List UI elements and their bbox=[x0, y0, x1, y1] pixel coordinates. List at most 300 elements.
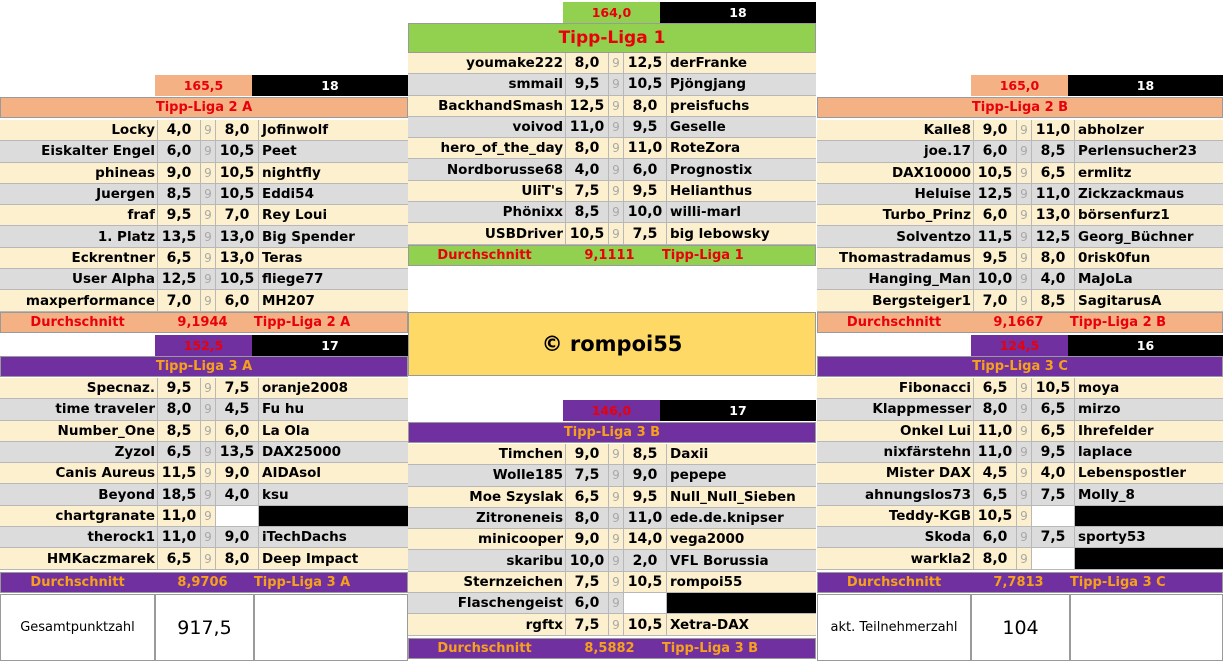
tl3b-average-label: Durchschnitt bbox=[437, 641, 532, 656]
tl3a-average-row bbox=[0, 572, 408, 593]
home-score: 8,0 bbox=[566, 53, 609, 73]
matchday: 9 bbox=[1017, 120, 1032, 140]
matchday: 9 bbox=[1017, 548, 1032, 568]
matchday: 9 bbox=[609, 223, 624, 243]
tl2b-average-value: 9,1667 bbox=[993, 315, 1044, 330]
away-player: preisfuchs bbox=[670, 97, 750, 114]
away-score: 13,0 bbox=[216, 248, 259, 268]
tl3b-average-league: Tipp-Liga 3 B bbox=[661, 641, 759, 656]
away-player: ede.de.knipser bbox=[670, 510, 784, 527]
away-player: RoteZora bbox=[670, 140, 741, 157]
matchday: 9 bbox=[1017, 378, 1032, 398]
away-player: Perlensucher23 bbox=[1078, 143, 1197, 160]
home-player: warkla2 bbox=[817, 548, 974, 568]
home-player: Mister DAX bbox=[817, 463, 974, 483]
home-player: Kalle8 bbox=[817, 120, 974, 140]
home-player: BackhandSmash bbox=[408, 96, 566, 116]
matchday: 9 bbox=[201, 442, 216, 462]
away-player: Teras bbox=[262, 249, 303, 266]
home-player: minicooper bbox=[408, 529, 566, 549]
away-player: fliege77 bbox=[262, 271, 324, 288]
tl3a-average-league: Tipp-Liga 3 A bbox=[253, 575, 351, 590]
tl3a-score-bar bbox=[155, 335, 408, 356]
away-score: 7,5 bbox=[624, 223, 667, 243]
away-player: DAX25000 bbox=[262, 444, 342, 461]
match-row bbox=[817, 184, 1223, 205]
away-score: 7,5 bbox=[1032, 527, 1075, 547]
match-row bbox=[408, 223, 816, 244]
away-player: börsenfurz1 bbox=[1078, 207, 1170, 224]
away-player: Xetra-DAX bbox=[670, 616, 750, 633]
match-row bbox=[817, 399, 1223, 420]
matchday: 9 bbox=[201, 506, 216, 526]
away-player: mirzo bbox=[1078, 401, 1121, 418]
match-row bbox=[817, 463, 1223, 484]
away-score: 9,5 bbox=[1032, 442, 1075, 462]
home-score: 4,0 bbox=[158, 120, 201, 140]
matchday: 9 bbox=[201, 290, 216, 310]
away-player: MaJoLa bbox=[1078, 271, 1133, 288]
matchday: 9 bbox=[201, 527, 216, 547]
matchday: 9 bbox=[609, 550, 624, 570]
home-score: 6,0 bbox=[158, 141, 201, 161]
home-score: 11,0 bbox=[158, 527, 201, 547]
away-player: Fu hu bbox=[262, 401, 305, 418]
home-score: 7,5 bbox=[566, 181, 609, 201]
match-row bbox=[0, 378, 408, 399]
away-player: Eddi54 bbox=[262, 186, 314, 203]
home-player: Bergsteiger1 bbox=[817, 290, 974, 310]
tl3c-average-row bbox=[817, 572, 1223, 593]
away-player: ksu bbox=[262, 486, 289, 503]
match-row bbox=[817, 163, 1223, 184]
away-score: 9,0 bbox=[216, 463, 259, 483]
tl2b-average-league: Tipp-Liga 2 B bbox=[1069, 315, 1167, 330]
match-row bbox=[817, 378, 1223, 399]
tl2a-average-value: 9,1944 bbox=[177, 315, 228, 330]
home-score: 8,0 bbox=[974, 548, 1017, 568]
tl3b-count: 17 bbox=[660, 400, 816, 421]
match-row bbox=[408, 465, 816, 486]
home-player: HMKaczmarek bbox=[0, 548, 158, 568]
home-player: chartgranate bbox=[0, 506, 158, 526]
match-row bbox=[0, 163, 408, 184]
away-score bbox=[1032, 506, 1075, 526]
match-row bbox=[408, 202, 816, 223]
away-score: 13,5 bbox=[216, 442, 259, 462]
matchday: 9 bbox=[609, 159, 624, 179]
matchday: 9 bbox=[201, 463, 216, 483]
match-row bbox=[0, 141, 408, 162]
home-score: 11,0 bbox=[566, 117, 609, 137]
tl1-score: 164,0 bbox=[563, 2, 660, 23]
match-row bbox=[408, 614, 816, 635]
away-score: 10,5 bbox=[216, 184, 259, 204]
home-player: 1. Platz bbox=[0, 226, 158, 246]
away-player bbox=[667, 593, 816, 613]
matchday: 9 bbox=[201, 120, 216, 140]
matchday: 9 bbox=[609, 202, 624, 222]
away-score: 9,0 bbox=[216, 527, 259, 547]
matchday: 9 bbox=[201, 184, 216, 204]
tl1-average-league: Tipp-Liga 1 bbox=[661, 248, 744, 263]
away-player: Daxii bbox=[670, 446, 709, 463]
footer-empty-cell bbox=[254, 594, 408, 661]
away-player: VFL Borussia bbox=[670, 552, 769, 569]
away-player: AIDAsol bbox=[262, 465, 322, 482]
matchday: 9 bbox=[201, 548, 216, 568]
away-player: 0risk0fun bbox=[1078, 249, 1151, 266]
home-player: Canis Aureus bbox=[0, 463, 158, 483]
tl3c-count: 16 bbox=[1068, 335, 1223, 356]
tl3b-title: Tipp-Liga 3 B bbox=[408, 422, 816, 443]
away-player: Deep Impact bbox=[262, 550, 359, 567]
away-score: 13,0 bbox=[216, 226, 259, 246]
tl1-title: Tipp-Liga 1 bbox=[408, 23, 816, 53]
away-player: Jofinwolf bbox=[262, 122, 329, 139]
tl3b-table bbox=[408, 444, 816, 636]
tl2a-score-bar bbox=[155, 75, 408, 96]
home-score: 4,5 bbox=[974, 463, 1017, 483]
away-score: 8,0 bbox=[1032, 248, 1075, 268]
matchday: 9 bbox=[1017, 421, 1032, 441]
away-score: 8,0 bbox=[216, 120, 259, 140]
matchday: 9 bbox=[201, 141, 216, 161]
away-score: 6,0 bbox=[216, 421, 259, 441]
total-value: 917,5 bbox=[155, 594, 254, 661]
match-row bbox=[817, 120, 1223, 141]
away-player: sporty53 bbox=[1078, 529, 1146, 546]
away-player: Lebenspostler bbox=[1078, 465, 1187, 482]
tl3a-title: Tipp-Liga 3 A bbox=[0, 356, 408, 377]
away-score: 11,0 bbox=[624, 508, 667, 528]
home-player: Thomastradamus bbox=[817, 248, 974, 268]
away-score: 6,5 bbox=[1032, 421, 1075, 441]
home-score: 6,5 bbox=[566, 487, 609, 507]
home-score: 9,0 bbox=[566, 529, 609, 549]
matchday: 9 bbox=[201, 205, 216, 225]
tl3c-score-bar bbox=[971, 335, 1223, 356]
matchday: 9 bbox=[201, 269, 216, 289]
match-row bbox=[0, 120, 408, 141]
home-score: 11,0 bbox=[158, 506, 201, 526]
matchday: 9 bbox=[609, 593, 624, 613]
match-row bbox=[0, 442, 408, 463]
tl1-score-bar bbox=[563, 2, 816, 23]
copyright-box bbox=[408, 312, 816, 376]
home-score: 7,5 bbox=[566, 465, 609, 485]
footer-empty-cell-right bbox=[1070, 594, 1223, 661]
home-player: time traveler bbox=[0, 399, 158, 419]
match-row bbox=[0, 290, 408, 311]
home-player: fraf bbox=[0, 205, 158, 225]
match-row bbox=[0, 226, 408, 247]
home-score: 13,5 bbox=[158, 226, 201, 246]
away-score: 4,5 bbox=[216, 399, 259, 419]
home-score: 6,0 bbox=[974, 527, 1017, 547]
matchday: 9 bbox=[1017, 141, 1032, 161]
tl3a-average-value: 8,9706 bbox=[177, 575, 228, 590]
away-score: 8,5 bbox=[1032, 290, 1075, 310]
away-player: La Ola bbox=[262, 422, 310, 439]
tl2a-average-label: Durchschnitt bbox=[30, 315, 125, 330]
match-row bbox=[0, 184, 408, 205]
home-player: Flaschengeist bbox=[408, 593, 566, 613]
matchday: 9 bbox=[609, 529, 624, 549]
match-row bbox=[408, 550, 816, 571]
away-score: 10,5 bbox=[1032, 378, 1075, 398]
home-score: 8,0 bbox=[158, 399, 201, 419]
away-score: 11,0 bbox=[624, 138, 667, 158]
match-row bbox=[817, 527, 1223, 548]
tl2b-count: 18 bbox=[1068, 75, 1223, 96]
matchday: 9 bbox=[609, 74, 624, 94]
matchday: 9 bbox=[201, 378, 216, 398]
home-score: 7,0 bbox=[158, 290, 201, 310]
away-player: rompoi55 bbox=[670, 573, 743, 590]
home-player: Locky bbox=[0, 120, 158, 140]
away-player: Ihrefelder bbox=[1078, 422, 1154, 439]
match-row bbox=[408, 74, 816, 95]
home-score: 10,5 bbox=[974, 506, 1017, 526]
home-score: 7,0 bbox=[974, 290, 1017, 310]
away-player: Georg_Büchner bbox=[1078, 228, 1194, 245]
home-player: Onkel Lui bbox=[817, 421, 974, 441]
home-score: 6,5 bbox=[974, 378, 1017, 398]
home-score: 4,0 bbox=[566, 159, 609, 179]
away-score: 10,5 bbox=[216, 141, 259, 161]
tl3b-score: 146,0 bbox=[563, 400, 660, 421]
home-score: 9,0 bbox=[158, 163, 201, 183]
tl2a-title: Tipp-Liga 2 A bbox=[0, 97, 408, 118]
match-row bbox=[0, 527, 408, 548]
home-score: 6,5 bbox=[158, 248, 201, 268]
tl3c-average-label: Durchschnitt bbox=[846, 575, 942, 590]
match-row bbox=[817, 226, 1223, 247]
matchday: 9 bbox=[1017, 463, 1032, 483]
tl3a-average-label: Durchschnitt bbox=[30, 575, 125, 590]
matchday: 9 bbox=[609, 444, 624, 464]
tl3a-count: 17 bbox=[252, 335, 408, 356]
home-score: 6,0 bbox=[974, 205, 1017, 225]
home-player: nixfärstehn bbox=[817, 442, 974, 462]
home-player: DAX10000 bbox=[817, 163, 974, 183]
away-player: Prognostix bbox=[670, 161, 753, 178]
home-player: Beyond bbox=[0, 484, 158, 504]
home-player: USBDriver bbox=[408, 223, 566, 243]
tl2a-average-row bbox=[0, 312, 408, 333]
away-player: Pjöngjang bbox=[670, 76, 747, 93]
matchday: 9 bbox=[609, 614, 624, 634]
matchday: 9 bbox=[1017, 184, 1032, 204]
away-score: 10,5 bbox=[624, 74, 667, 94]
away-score: 9,5 bbox=[624, 487, 667, 507]
away-score: 10,5 bbox=[624, 572, 667, 592]
matchday: 9 bbox=[609, 487, 624, 507]
away-player: Null_Null_Sieben bbox=[670, 488, 796, 505]
tl2a-average-league: Tipp-Liga 2 A bbox=[253, 315, 351, 330]
tl2b-average-label: Durchschnitt bbox=[846, 315, 942, 330]
tl1-average-row bbox=[408, 245, 816, 266]
away-score bbox=[216, 506, 259, 526]
away-player: ermlitz bbox=[1078, 164, 1132, 181]
match-row bbox=[408, 529, 816, 550]
home-score: 8,5 bbox=[158, 421, 201, 441]
home-score: 12,5 bbox=[158, 269, 201, 289]
away-score: 14,0 bbox=[624, 529, 667, 549]
match-row bbox=[408, 138, 816, 159]
home-score: 12,5 bbox=[974, 184, 1017, 204]
home-player: ahnungslos73 bbox=[817, 484, 974, 504]
away-score: 4,0 bbox=[1032, 269, 1075, 289]
match-row bbox=[0, 484, 408, 505]
matchday: 9 bbox=[201, 226, 216, 246]
match-row bbox=[0, 463, 408, 484]
home-player: Eiskalter Engel bbox=[0, 141, 158, 161]
match-row bbox=[408, 96, 816, 117]
match-row bbox=[0, 399, 408, 420]
home-player: Zitroneneis bbox=[408, 508, 566, 528]
home-player: Klappmesser bbox=[817, 399, 974, 419]
home-score: 10,0 bbox=[974, 269, 1017, 289]
matchday: 9 bbox=[609, 96, 624, 116]
home-player: smmail bbox=[408, 74, 566, 94]
tl3b-average-value: 8,5882 bbox=[584, 641, 635, 656]
away-player: laplace bbox=[1078, 444, 1133, 461]
matchday: 9 bbox=[1017, 163, 1032, 183]
home-score: 10,0 bbox=[566, 550, 609, 570]
home-player: phineas bbox=[0, 163, 158, 183]
match-row bbox=[408, 593, 816, 614]
home-score: 9,5 bbox=[974, 248, 1017, 268]
away-player: Big Spender bbox=[262, 228, 355, 245]
home-player: UliT's bbox=[408, 181, 566, 201]
away-score: 2,0 bbox=[624, 550, 667, 570]
away-player: nightfly bbox=[262, 164, 321, 181]
match-row bbox=[0, 248, 408, 269]
away-player: SagitarusA bbox=[1078, 292, 1162, 309]
home-score: 11,5 bbox=[974, 226, 1017, 246]
tl3c-score: 124,5 bbox=[971, 335, 1068, 356]
home-score: 11,0 bbox=[974, 421, 1017, 441]
match-row bbox=[408, 117, 816, 138]
tl2b-score-bar bbox=[971, 75, 1223, 96]
matchday: 9 bbox=[609, 508, 624, 528]
away-player: pepepe bbox=[670, 467, 727, 484]
match-row bbox=[817, 248, 1223, 269]
matchday: 9 bbox=[1017, 399, 1032, 419]
away-player: big lebowsky bbox=[670, 225, 770, 242]
away-score: 9,5 bbox=[624, 117, 667, 137]
home-score: 8,0 bbox=[974, 399, 1017, 419]
matchday: 9 bbox=[609, 572, 624, 592]
away-player: iTechDachs bbox=[262, 529, 347, 546]
tl2a-count: 18 bbox=[252, 75, 408, 96]
matchday: 9 bbox=[609, 181, 624, 201]
tl2a-score: 165,5 bbox=[155, 75, 252, 96]
home-player: maxperformance bbox=[0, 290, 158, 310]
away-score: 8,5 bbox=[624, 444, 667, 464]
matchday: 9 bbox=[1017, 290, 1032, 310]
match-row bbox=[408, 508, 816, 529]
total-label: Gesamtpunktzahl bbox=[0, 594, 155, 661]
matchday: 9 bbox=[609, 138, 624, 158]
match-row bbox=[0, 269, 408, 290]
tl3c-table bbox=[817, 378, 1223, 570]
home-score: 8,5 bbox=[566, 202, 609, 222]
match-row bbox=[817, 484, 1223, 505]
matchday: 9 bbox=[609, 117, 624, 137]
home-score: 9,5 bbox=[158, 378, 201, 398]
tl3c-average-league: Tipp-Liga 3 C bbox=[1069, 575, 1166, 590]
home-player: Phönixx bbox=[408, 202, 566, 222]
away-player: willi-marl bbox=[670, 204, 742, 221]
home-score: 11,0 bbox=[974, 442, 1017, 462]
away-score: 6,0 bbox=[216, 290, 259, 310]
home-player: Specnaz. bbox=[0, 378, 158, 398]
home-score: 10,5 bbox=[566, 223, 609, 243]
home-player: youmake222 bbox=[408, 53, 566, 73]
home-score: 8,5 bbox=[158, 184, 201, 204]
match-row bbox=[408, 572, 816, 593]
match-row bbox=[0, 506, 408, 527]
away-player: Zickzackmaus bbox=[1078, 186, 1185, 203]
home-score: 7,5 bbox=[566, 614, 609, 634]
away-score: 6,0 bbox=[624, 159, 667, 179]
away-score: 7,5 bbox=[216, 378, 259, 398]
matchday: 9 bbox=[1017, 226, 1032, 246]
away-score: 9,5 bbox=[624, 181, 667, 201]
home-score: 12,5 bbox=[566, 96, 609, 116]
away-score: 11,0 bbox=[1032, 120, 1075, 140]
home-score: 6,5 bbox=[158, 548, 201, 568]
home-player: Skoda bbox=[817, 527, 974, 547]
match-row bbox=[0, 421, 408, 442]
tl1-average-label: Durchschnitt bbox=[437, 248, 532, 263]
away-score: 4,0 bbox=[1032, 463, 1075, 483]
tl2b-score: 165,0 bbox=[971, 75, 1068, 96]
home-player: skaribu bbox=[408, 550, 566, 570]
home-score: 18,5 bbox=[158, 484, 201, 504]
matchday: 9 bbox=[1017, 484, 1032, 504]
match-row bbox=[817, 548, 1223, 569]
away-player: oranje2008 bbox=[262, 380, 349, 397]
participants-value: 104 bbox=[971, 594, 1070, 661]
home-score: 6,5 bbox=[158, 442, 201, 462]
home-player: Eckrentner bbox=[0, 248, 158, 268]
tl2b-average-row bbox=[817, 312, 1223, 333]
tl2a-table bbox=[0, 120, 408, 312]
home-score: 10,5 bbox=[974, 163, 1017, 183]
home-score: 9,5 bbox=[158, 205, 201, 225]
tl3c-average-value: 7,7813 bbox=[993, 575, 1044, 590]
tl3b-score-bar bbox=[563, 400, 816, 421]
home-score: 11,5 bbox=[158, 463, 201, 483]
away-score bbox=[624, 593, 667, 613]
away-player bbox=[259, 506, 408, 526]
match-row bbox=[408, 487, 816, 508]
home-player: Zyzol bbox=[0, 442, 158, 462]
matchday: 9 bbox=[609, 53, 624, 73]
copyright-text: © rompoi55 bbox=[541, 332, 683, 356]
matchday: 9 bbox=[1017, 506, 1032, 526]
matchday: 9 bbox=[1017, 248, 1032, 268]
home-score: 9,5 bbox=[566, 74, 609, 94]
match-row bbox=[0, 548, 408, 569]
matchday: 9 bbox=[1017, 269, 1032, 289]
match-row bbox=[408, 53, 816, 74]
home-score: 6,0 bbox=[974, 141, 1017, 161]
